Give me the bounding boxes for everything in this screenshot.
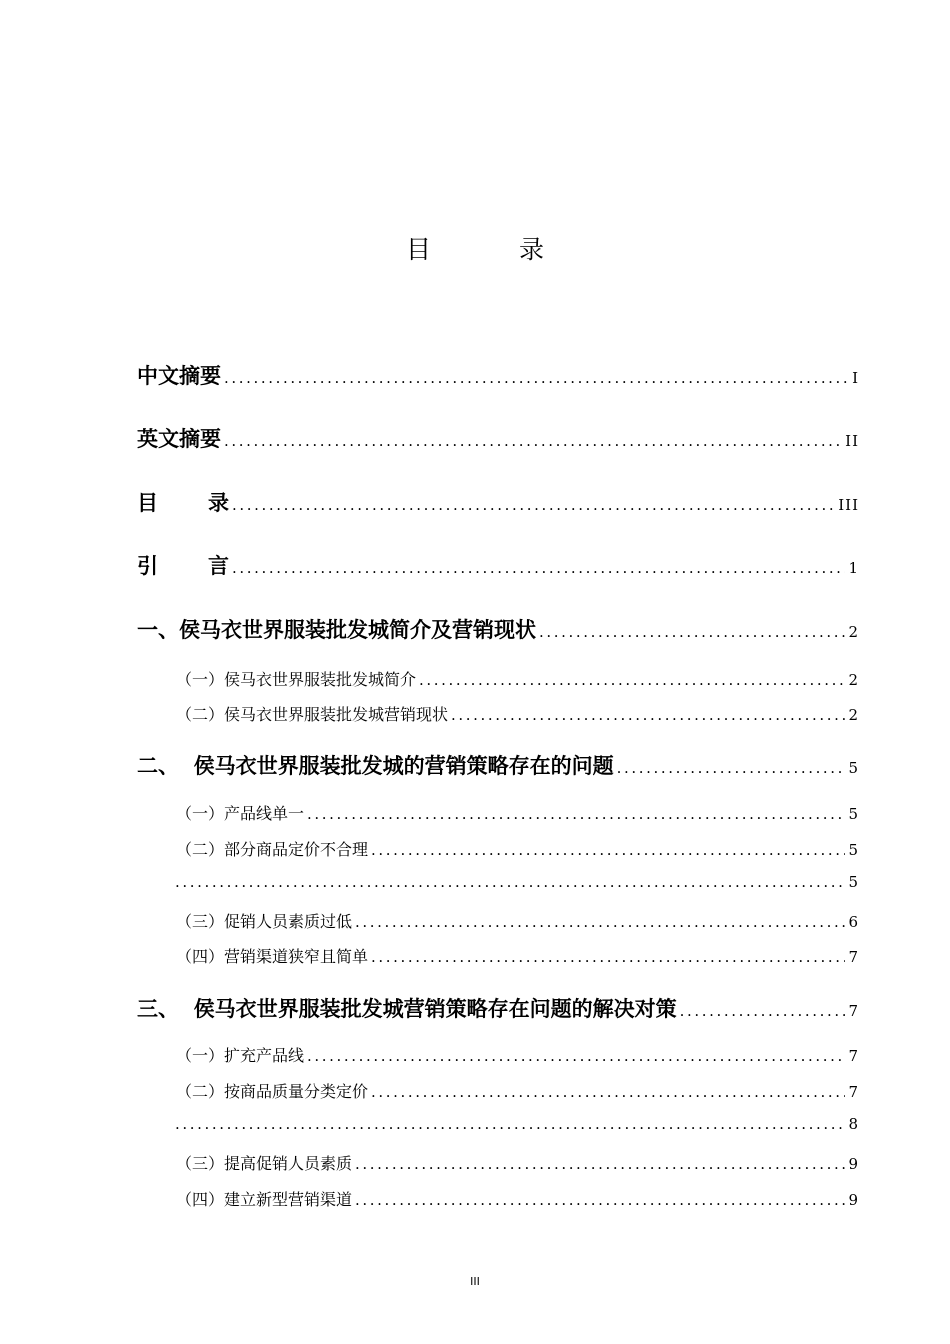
- toc-page-number: 2: [848, 623, 859, 641]
- toc-entry-label: （二）部分商品定价不合理: [176, 840, 369, 859]
- toc-page-number: 8: [848, 1115, 859, 1133]
- toc-page-number: 9: [848, 1191, 859, 1209]
- toc-entry-label: 二、 侯马衣世界服装批发城的营销策略存在的问题: [137, 754, 614, 778]
- toc-entry-label: 目录: [137, 491, 279, 515]
- toc-entry-section-3-4[interactable]: [176, 1187, 859, 1210]
- dot-leader: [539, 623, 845, 641]
- footer-page-number: III: [470, 1275, 480, 1288]
- toc-entry-label: （二）按商品质量分类定价: [176, 1082, 369, 1101]
- toc-page-number: 5: [848, 759, 859, 777]
- toc-entry-label: 英文摘要: [137, 427, 221, 451]
- toc-entry-section-1-2[interactable]: [176, 702, 859, 725]
- dot-leader: [451, 706, 845, 724]
- dot-leader: [419, 671, 845, 689]
- toc-entry-section-3-2[interactable]: [176, 1079, 859, 1102]
- toc-page-number: 9: [848, 1155, 859, 1173]
- toc-entry-section-2-2[interactable]: [176, 837, 859, 860]
- toc-page-number: 2: [848, 671, 859, 689]
- toc-entry-label: 引言: [137, 554, 279, 578]
- toc-page-number: III: [838, 496, 859, 514]
- toc-entry-label: 中文摘要: [137, 364, 221, 388]
- toc-entry-section-1-1[interactable]: [176, 667, 859, 690]
- toc-page-number: 2: [848, 706, 859, 724]
- toc-page-number: 6: [848, 913, 859, 931]
- toc-page-number: 5: [848, 805, 859, 823]
- toc-entry-label: （四）建立新型营销渠道: [176, 1190, 353, 1209]
- dot-leader: [232, 496, 835, 514]
- toc-entry-section-2-4[interactable]: [176, 944, 859, 967]
- toc-entry-label: （一）侯马衣世界服装批发城简介: [176, 670, 417, 689]
- toc-entry-label: （三）提高促销人员素质: [176, 1154, 353, 1173]
- toc-entry-label: 三、 侯马衣世界服装批发城营销策略存在问题的解决对策: [137, 997, 677, 1021]
- toc-entry-label: （一）产品线单一: [176, 804, 305, 823]
- toc-page-number: I: [852, 369, 859, 387]
- dot-leader: [355, 1155, 845, 1173]
- toc-entry-label: 一、侯马衣世界服装批发城简介及营销现状: [137, 618, 536, 642]
- toc-page-number: II: [845, 432, 859, 450]
- toc-entry-chinese-abstract[interactable]: [137, 360, 859, 390]
- toc-page-number: 7: [848, 1083, 859, 1101]
- dot-leader: [175, 873, 845, 891]
- toc-page-number: 7: [848, 948, 859, 966]
- dot-leader: [680, 1002, 846, 1020]
- dot-leader: [371, 948, 845, 966]
- toc-entry-unlabeled[interactable]: [172, 873, 859, 891]
- dot-leader: [355, 1191, 845, 1209]
- toc-page-number: 1: [848, 559, 859, 577]
- dot-leader: [232, 559, 845, 577]
- toc-entry-section-3-1[interactable]: [176, 1043, 859, 1066]
- toc-entry-section-3-3[interactable]: [176, 1151, 859, 1174]
- dot-leader: [307, 805, 845, 823]
- toc-page-number: 7: [848, 1047, 859, 1065]
- dot-leader: [371, 1083, 845, 1101]
- toc-entry-section-2-1[interactable]: [176, 801, 859, 824]
- toc-entry-label: （一）扩充产品线: [176, 1046, 305, 1065]
- toc-entry-label: （二）侯马衣世界服装批发城营销现状: [176, 705, 449, 724]
- toc-entry-label: （三）促销人员素质过低: [176, 912, 353, 931]
- toc-entry-english-abstract[interactable]: [137, 423, 859, 453]
- toc-entry-chapter-2[interactable]: [137, 750, 859, 780]
- toc-entry-contents[interactable]: [137, 487, 859, 517]
- toc-entry-section-2-3[interactable]: [176, 909, 859, 932]
- dot-leader: [224, 432, 842, 450]
- dot-leader: [307, 1047, 845, 1065]
- toc-page-number: 5: [848, 873, 859, 891]
- toc-entry-chapter-3[interactable]: [137, 993, 859, 1023]
- toc-page-number: 5: [848, 841, 859, 859]
- toc-entry-chapter-1[interactable]: [137, 614, 859, 644]
- dot-leader: [617, 759, 846, 777]
- page-title: 目 录: [406, 235, 584, 264]
- toc-page-number: 7: [848, 1002, 859, 1020]
- dot-leader: [371, 841, 845, 859]
- dot-leader: [175, 1115, 845, 1133]
- toc-entry-label: （四）营销渠道狭窄且简单: [176, 947, 369, 966]
- toc-entry-unlabeled[interactable]: [172, 1115, 859, 1133]
- dot-leader: [224, 369, 849, 387]
- toc-entry-introduction[interactable]: [137, 550, 859, 580]
- dot-leader: [355, 913, 845, 931]
